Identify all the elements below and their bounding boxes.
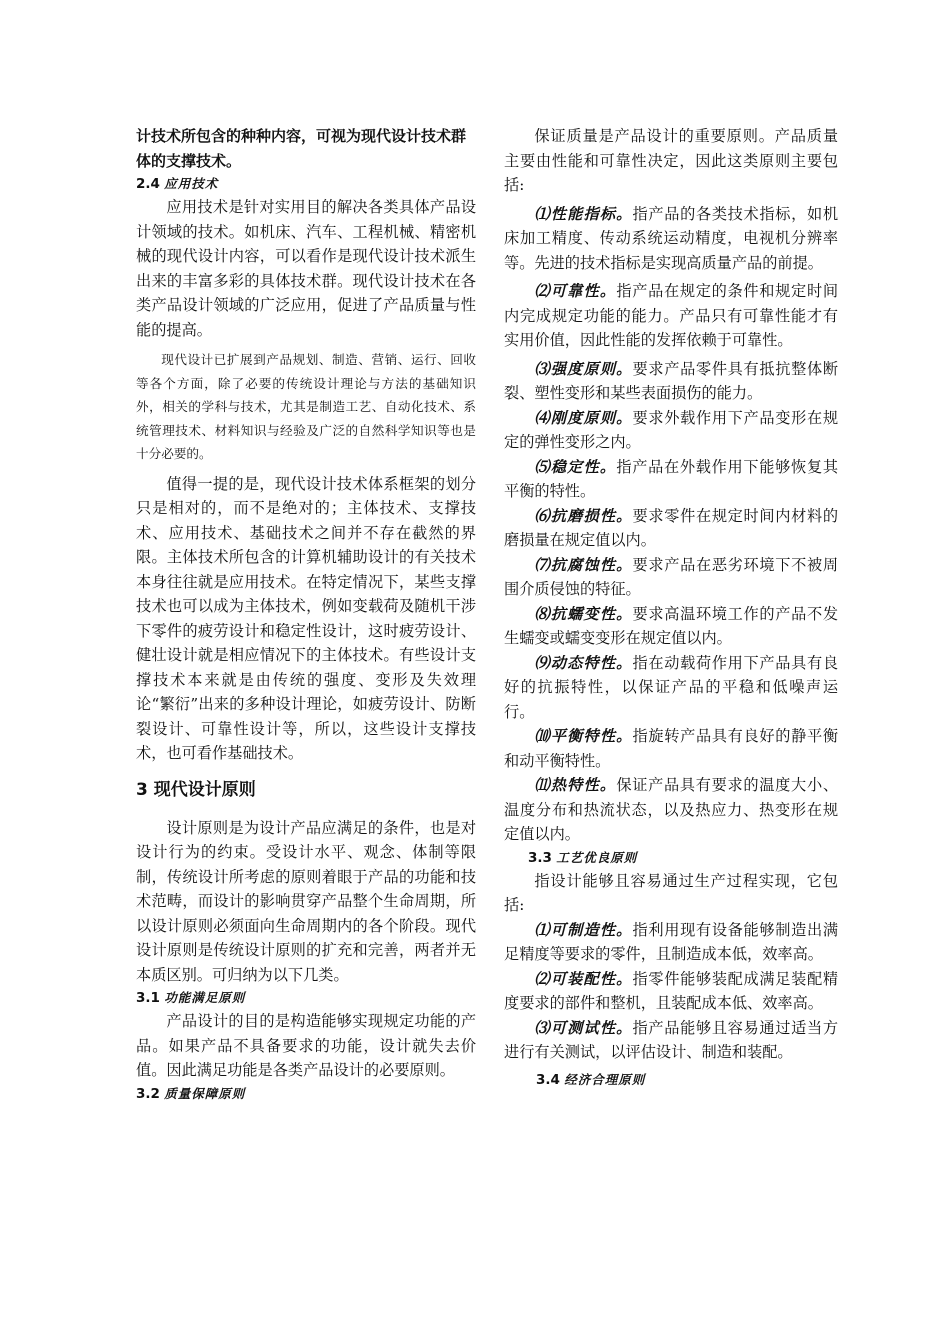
- paragraph: 设计原则是为设计产品应满足的条件，也是对设计行为的约束。受设计水平、观念、体制等限制，传统设计所考虑的原则着眼于产品的功能和技术范畴，而设计的影响贯穿产品整个生命周期，所以设计原则必须面向生命周期内的各个阶段。现代设计原则是传统设计原则的扩充和完善，两者并无本质区别。可归纳为以下几类。: [136, 818, 476, 984]
- section-title: 质量保障原则: [164, 1085, 246, 1101]
- process-items-list: [504, 918, 838, 1065]
- list-item: [504, 967, 838, 1016]
- item-keyword: ⑺抗腐蚀性。: [534, 555, 633, 574]
- item-keyword: ⑶可测试性。: [534, 1018, 633, 1037]
- item-text: 指产品能够且容易通过适当方进行有关测试，以评估设计、制造和装配。: [504, 1018, 839, 1061]
- list-item: [504, 406, 838, 455]
- item-keyword: ⑻抗蠕变性。: [534, 604, 633, 623]
- item-keyword: ⑹抗磨损性。: [534, 506, 633, 525]
- list-item: [504, 202, 838, 276]
- list-item: [504, 1016, 838, 1065]
- quality-items-list: [504, 202, 838, 847]
- list-item: [504, 504, 838, 553]
- section-3-1-heading: [136, 987, 476, 1009]
- list-item: [504, 651, 838, 725]
- list-item: [504, 773, 838, 847]
- left-column: [136, 124, 476, 1105]
- item-keyword: ⑸稳定性。: [534, 457, 617, 476]
- section-title: 应用技术: [164, 176, 219, 191]
- item-text: 要求产品零件具有抵抗整体断裂、塑性变形和某些表面损伤的能力。: [504, 359, 839, 402]
- item-text: 指旋转产品具有良好的静平衡和动平衡特性。: [504, 727, 839, 770]
- section-3-2-heading: [136, 1083, 476, 1105]
- intro-paragraph: 计技术所包含的种种内容，可视为现代设计技术群体的支撑技术。: [136, 127, 467, 170]
- paragraph: 指设计能够且容易通过生产过程实现，它包括:: [504, 871, 838, 914]
- item-text: 要求产品在恶劣环境下不被周围介质侵蚀的特征。: [504, 555, 839, 598]
- section-number: 3.2: [136, 1085, 160, 1102]
- item-text: 指产品在规定的条件和规定时间内完成规定功能的能力。产品只有可靠性能才有实用价值，因此性能的发挥依赖于可靠性。: [504, 282, 839, 349]
- item-keyword: ⑵可装配性。: [534, 969, 633, 988]
- list-item: [504, 279, 838, 353]
- paragraph: 产品设计的目的是构造能够实现规定功能的产品。如果产品不具备要求的功能，设计就失去价值。因此满足功能是各类产品设计的必要原则。: [136, 1012, 476, 1079]
- section-title: 工艺优良原则: [556, 849, 638, 865]
- list-item: [504, 918, 838, 967]
- paragraph: 现代设计已扩展到产品规划、制造、营销、运行、回收等各个方面，除了必要的传统设计理论与方法的基础知识外，相关的学科与技术，尤其是制造工艺、自动化技术、系统管理技术、材料知识与经验及广泛的自然科学知识等也是十分必要的。: [136, 352, 476, 461]
- item-keyword: ⑾热特性。: [534, 776, 617, 794]
- list-item: [504, 602, 838, 651]
- item-text: 要求高温环境工作的产品不发生蠕变或蠕变变形在规定值以内。: [504, 604, 839, 647]
- section-3-4-heading: [504, 1069, 838, 1091]
- item-text: 指利用现有设备能够制造出满足精度等要求的零件，且制造成本低，效率高。: [504, 920, 839, 963]
- right-column: [504, 124, 838, 1091]
- section-number: 3.4: [536, 1071, 560, 1088]
- item-keyword: ⑶强度原则。: [534, 359, 633, 378]
- section-number: 3.3: [528, 849, 552, 866]
- item-keyword: ⑴性能指标。: [534, 204, 633, 223]
- item-text: 要求外载作用下产品变形在规定的弹性变形之内。: [504, 408, 839, 451]
- section-number: 3.1: [136, 990, 160, 1006]
- section-title: 功能满足原则: [164, 990, 246, 1005]
- section-2-4-heading: [136, 173, 476, 195]
- section-3-heading: 3 现代设计原则: [136, 779, 256, 800]
- section-title: 经济合理原则: [564, 1071, 646, 1087]
- item-text: 指在动载荷作用下产品具有良好的抗振特性，以保证产品的平稳和低噪声运行。: [504, 653, 839, 721]
- list-item: [504, 553, 838, 602]
- list-item: [504, 724, 838, 773]
- item-keyword: ⑴可制造性。: [534, 920, 633, 939]
- item-keyword: ⑽平衡特性。: [534, 727, 633, 745]
- item-keyword: ⑷刚度原则。: [534, 408, 633, 427]
- item-keyword: ⑼动态特性。: [534, 653, 633, 672]
- paragraph: 应用技术是针对实用目的解决各类具体产品设计领域的技术。如机床、汽车、工程机械、精密机械的现代设计内容，可以看作是现代设计技术派生出来的丰富多彩的具体技术群。现代设计技术在各类产品设计领域的广泛应用，促进了产品质量与性能的提高。: [136, 198, 476, 339]
- item-keyword: ⑵可靠性。: [534, 282, 617, 300]
- item-text: 指产品在外载作用下能够恢复其平衡的特性。: [504, 457, 839, 500]
- list-item: [504, 357, 838, 406]
- section-3-3-heading: [504, 847, 838, 869]
- item-text: 指产品的各类技术指标，如机床加工精度、传动系统运动精度，电视机分辨率等。先进的技术指标是实现高质量产品的前提。: [504, 204, 839, 272]
- section-number: 2.4: [136, 176, 160, 192]
- list-item: [504, 455, 838, 504]
- paragraph: 保证质量是产品设计的重要原则。产品质量主要由性能和可靠性决定，因此这类原则主要包括:: [504, 127, 838, 194]
- item-text: 要求零件在规定时间内材料的磨损量在规定值以内。: [504, 506, 839, 549]
- item-text: 指零件能够装配成满足装配精度要求的部件和整机，且装配成本低、效率高。: [504, 969, 839, 1012]
- paragraph: 值得一提的是，现代设计技术体系框架的划分只是相对的，而不是绝对的；主体技术、支撑技术、应用技术、基础技术之间并不存在截然的界限。主体技术所包含的计算机辅助设计的有关技术本身往往就是应用技术。在特定情况下，某些支撑技术也可以成为主体技术，例如变载荷及随机干涉下零件的疲劳设计和稳定性设计，这时疲劳设计、健壮设计就是相应情况下的主体技术。有些设计支撑技术本来就是由传统的强度、变形及失效理论“繁衍”出来的多种设计理论，如疲劳设计、防断裂设计、可靠性设计等，所以，这些设计支撑技术，也可看作基础技术。: [136, 474, 476, 762]
- item-text: 保证产品具有要求的温度大小、温度分布和热流状态，以及热应力、热变形在规定值以内。: [504, 776, 839, 843]
